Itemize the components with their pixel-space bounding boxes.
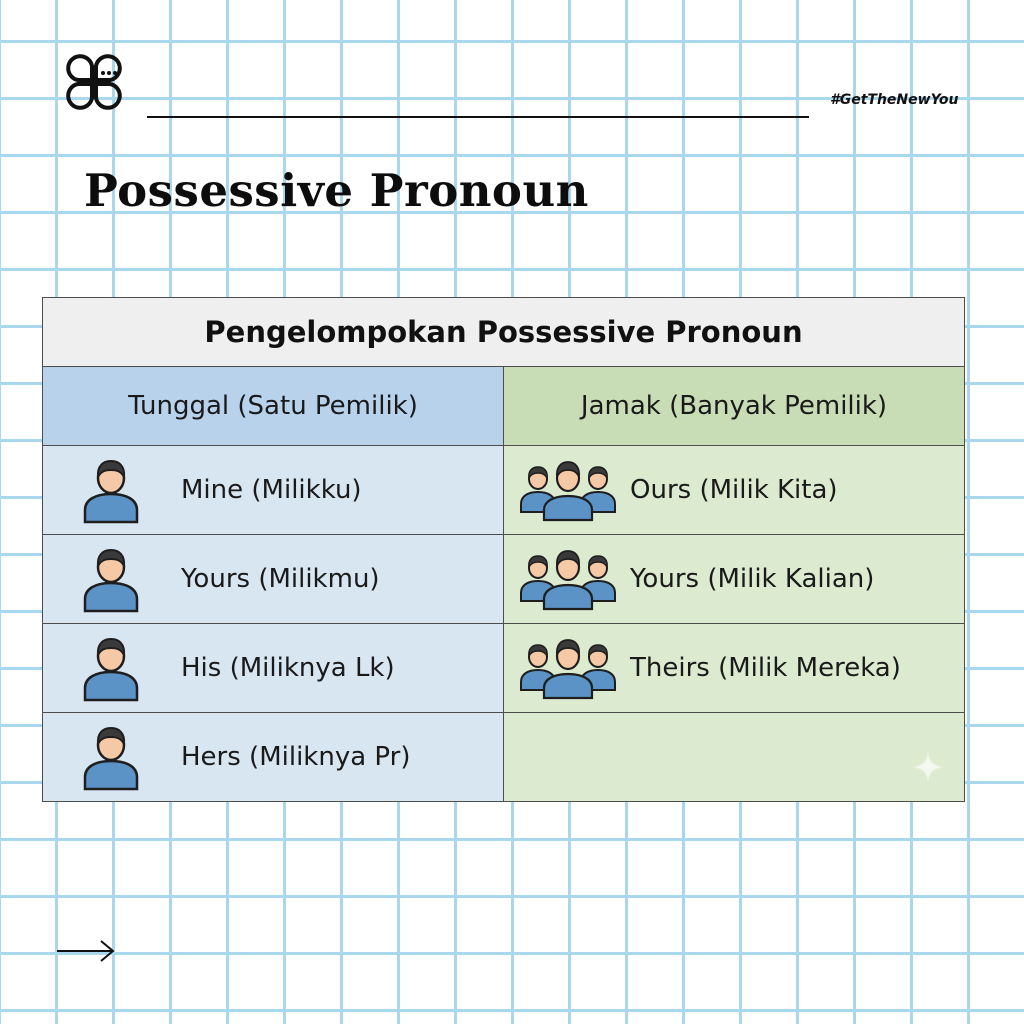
- hashtag: #GetTheNewYou: [830, 92, 959, 108]
- person-icon: [79, 456, 143, 524]
- column-header-singular: Tunggal (Satu Pemilik): [43, 367, 504, 446]
- table-row-singular: [43, 446, 504, 535]
- pronoun-label: Yours (Milik Kalian): [630, 564, 875, 594]
- sparkle-icon: [912, 751, 944, 783]
- pronoun-label: Theirs (Milik Mereka): [630, 653, 901, 683]
- person-icon: [79, 545, 143, 613]
- pronoun-label: His (Miliknya Lk): [181, 653, 395, 683]
- table-title: Pengelompokan Possessive Pronoun: [43, 298, 964, 367]
- pronoun-label: Mine (Milikku): [181, 475, 362, 505]
- table-row-plural: [504, 624, 964, 713]
- table-row-plural: [504, 446, 964, 535]
- table-row-singular: [43, 624, 504, 713]
- column-header-plural: Jamak (Banyak Pemilik): [504, 367, 964, 446]
- pronoun-label: Yours (Milikmu): [181, 564, 380, 594]
- table-row-singular: [43, 713, 504, 801]
- table-cell-empty: [504, 713, 964, 801]
- group-icon: [520, 458, 616, 522]
- pronoun-label: Ours (Milik Kita): [630, 475, 838, 505]
- group-icon: [520, 547, 616, 611]
- person-icon: [79, 723, 143, 791]
- table-row-plural: [504, 535, 964, 624]
- clover-chat-logo-icon: [64, 52, 124, 112]
- page-title: Possessive Pronoun: [84, 164, 589, 217]
- pronoun-table: [42, 297, 965, 802]
- group-icon: [520, 636, 616, 700]
- person-icon: [79, 634, 143, 702]
- pronoun-label: Hers (Miliknya Pr): [181, 742, 411, 772]
- table-row-singular: [43, 535, 504, 624]
- header-divider: [147, 116, 809, 118]
- arrow-right-icon: [56, 938, 116, 964]
